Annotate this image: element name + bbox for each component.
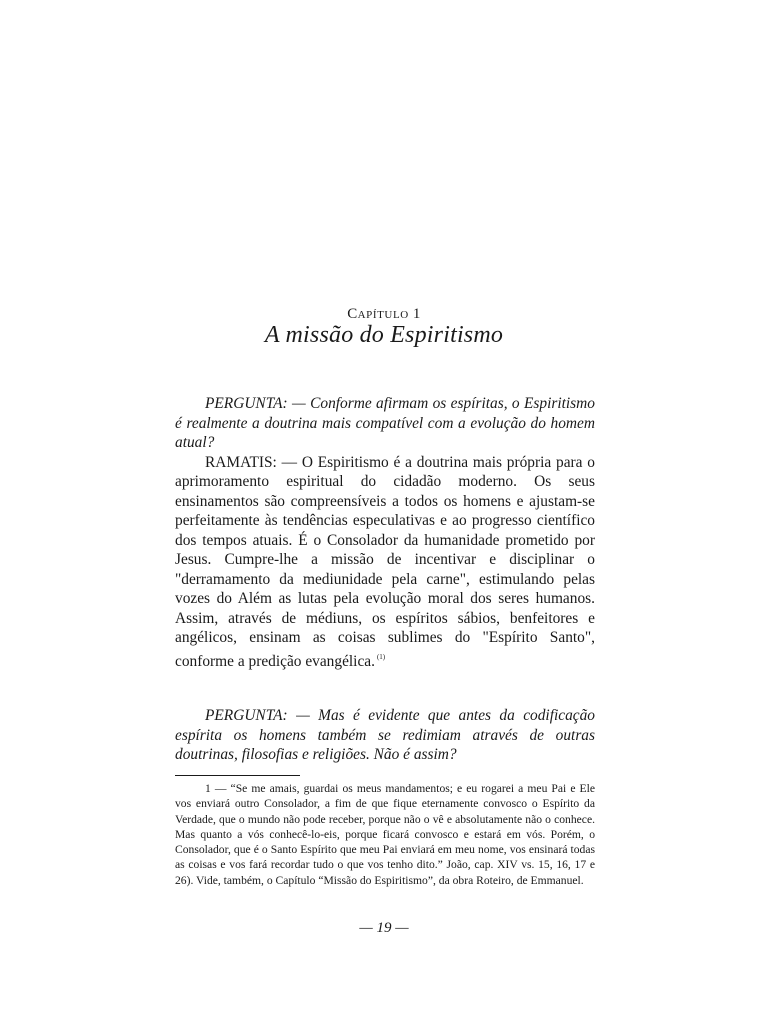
chapter-label-initial: C xyxy=(347,306,358,322)
speaker-label: PERGUNTA: xyxy=(205,707,288,724)
speaker-label: RAMATIS: xyxy=(205,453,277,471)
paragraph-text: — O Espiritismo é a doutrina mais própria para o aprimoramento espiritual do cidadão moderno. Os seus ensinamentos são compreensíveis a todos os homens e ajustam-se perfeitamente às tendências especulativas e ao progresso científico dos tempos atuais. É o Consolador da humanidade prometido por Jesus. Cumpre-lhe a missão de incentivar e disciplinar o "derramamento da mediunidade pela carne", estimulando pelas vozes do Além as lutas pela evolução moral dos seres humanos. Assim, através de médiuns, os espíritos sábios, benfeitores e angélicos, ensinam as coisas sublimes do "Espírito Santo", conforme a predição evangélica. xyxy=(175,453,595,670)
question-paragraph xyxy=(175,394,595,453)
footnote xyxy=(175,781,595,888)
footnote-divider xyxy=(175,775,300,776)
chapter-number: 1 xyxy=(412,306,421,322)
footnote-paragraph xyxy=(175,781,595,888)
answer-paragraph xyxy=(175,453,595,672)
footnote-text: “Se me amais, guardai os meus mandamentos; e eu rogarei a meu Pai e Ele vos enviará outro Consolador, a fim de que fique eternamente convosco o Espírito da Verdade, que o mundo não pode receber, porque não o vê e absolutamente não o conhece. Mas quanto a vós conhecê-lo-eis, porque ficará convosco e estará em vós. Porém, o Consolador, que é o Santo Espírito que meu Pai enviará em meu nome, vos ensinará todas as coisas e vos fará recordar tudo o que vos tenho dito.” João, cap. XIV vs. 15, 16, 17 e 26). Vide, também, o Capítulo “Missão do Espiritismo”, da obra Roteiro, de Emmanuel. xyxy=(175,782,595,887)
paragraph-text: — Conforme afirmam os espíritas, o Espiritismo é realmente a doutrina mais compatível com a evolução do homem atual? xyxy=(175,395,595,451)
footnote-reference[interactable]: (1) xyxy=(376,652,386,661)
page-number: — 19 — xyxy=(359,920,409,936)
chapter-label xyxy=(0,306,768,323)
paragraph-text: — Mas é evidente que antes da codificação espírita os homens também se redimiam através de outras doutrinas, filosofias e religiões. Não é assim? xyxy=(175,707,595,763)
question-paragraph xyxy=(175,706,595,765)
chapter-title: A missão do Espiritismo xyxy=(264,322,504,348)
body-block-2 xyxy=(175,706,595,765)
chapter-label-rest: APÍTULO xyxy=(357,309,409,321)
speaker-label: PERGUNTA: xyxy=(205,395,288,412)
footnote-marker: 1 — xyxy=(205,782,227,795)
body-block-1 xyxy=(175,394,595,671)
